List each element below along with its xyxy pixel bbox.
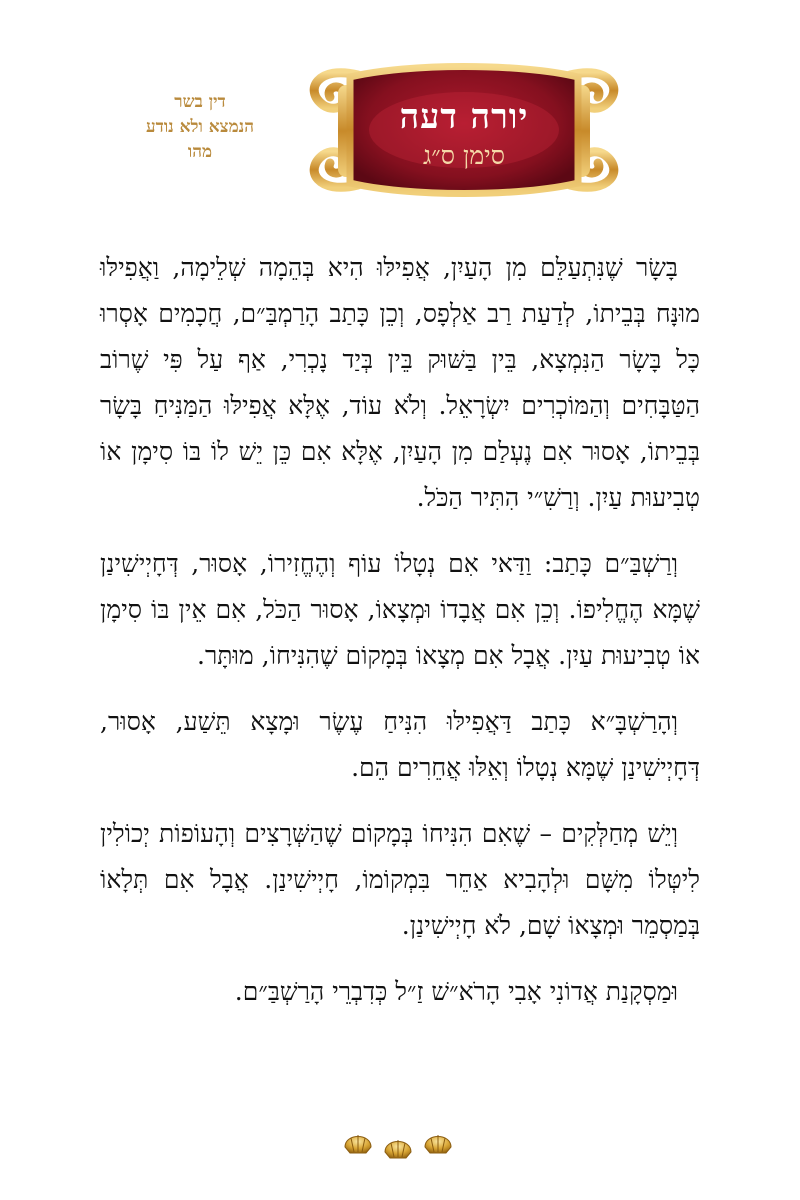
topic-line-1: דין בשר: [174, 92, 226, 112]
shell-ornament-icon: [340, 1125, 460, 1165]
topic-label: [100, 90, 300, 165]
topic-line-2: הנמצא ולא נודע: [146, 117, 254, 137]
paragraph-3: וְהָרַשְׁבָּ״א כָּתַב דַּאֲפִילּוּ הִנִּיחַ עֶשֶׂר וּמָצָא תֵּשַׁע, אָסוּר, דְּחָיְישִׁינַן שֶׁמָּא נְטָלוֹ וְאֵלּוּ אֲחֵרִים הֵם.: [100, 707, 700, 782]
paragraph-4: וְיֵשׁ מְחַלְּקִים – שֶׁאִם הִנִּיחוֹ בְּמָקוֹם שֶׁהַשְּׁרָצִים וְהָעוֹפוֹת יְכוֹלִין לִיטְּלוֹ מִשָּׁם וּלְהָבִיא אַחֵר בִּמְקוֹמוֹ, חָיְישִׁינַן. אֲבָל אִם תְּלָאוֹ בְּמַסְמֵר וּמְצָאוֹ שָׁם, לֹא חָיְישִׁינַן.: [100, 819, 700, 940]
section-subtitle: סימן ס״ג: [423, 141, 505, 170]
topic-line-3: מהו: [187, 142, 213, 162]
shell-icon: [425, 1135, 451, 1153]
paragraph-2: וְרַשְׁבַּ״ם כָּתַב: וַדַּאי אִם נְטָלוֹ עוֹף וְהֶחֱזִירוֹ, אָסוּר, דְּחָיְישִׁינַן שֶׁמָּא הֶחֱלִיפוֹ. וְכֵן אִם אֲבָדוֹ וּמְצָאוֹ, אָסוּר הַכֹּל, אִם אֵין בּוֹ סִימָן אוֹ טְבִיעוּת עַיִן. אֲבָל אִם מְצָאוֹ בְּמָקוֹם שֶׁהִנִּיחוֹ, מוּתָּר.: [100, 549, 700, 670]
shell-icon: [385, 1140, 411, 1158]
footer-ornament: [340, 1125, 460, 1165]
page-title: יורה דעה: [399, 97, 529, 137]
main-text: [100, 245, 700, 1035]
shell-icon: [345, 1135, 371, 1153]
paragraph-1: בָּשָׂר שֶׁנִּתְעַלֵּם מִן הָעַיִן, אֲפִילּוּ הִיא בְּהֵמָה שְׁלֵימָה, וַאֲפִילּוּ מוּנָּח בְּבֵיתוֹ, לְדַעַת רַב אַלְפָס, וְכֵן כָּתַב הָרַמְבַּ״ם, חֲכָמִים אָסְרוּ כָּל בָּשָׂר הַנִּמְצָא, בֵּין בַּשּׁוּק בֵּין בְּיַד נָכְרִי, אַף עַל פִּי שֶׁרוֹב הַטַּבָּחִים וְהַמּוֹכְרִים יִשְׂרָאֵל. וְלֹא עוֹד, אֶלָּא אֲפִילּוּ הַמַּנִּיחַ בָּשָׂר בְּבֵיתוֹ, אָסוּר אִם נֶעְלַם מִן הָעַיִן, אֶלָּא אִם כֵּן יֵשׁ לוֹ בּוֹ סִימָן אוֹ טְבִיעוּת עַיִן. וְרַשִׁ״י הִתִּיר הַכֹּל.: [100, 253, 700, 512]
header-banner: [298, 55, 630, 205]
paragraph-5: וּמַסְקָנַת אֲדוֹנִי אָבִי הָרֹא״שׁ זַ״ל כְּדִבְרֵי הָרַשְׁבַּ״ם.: [234, 977, 678, 1006]
